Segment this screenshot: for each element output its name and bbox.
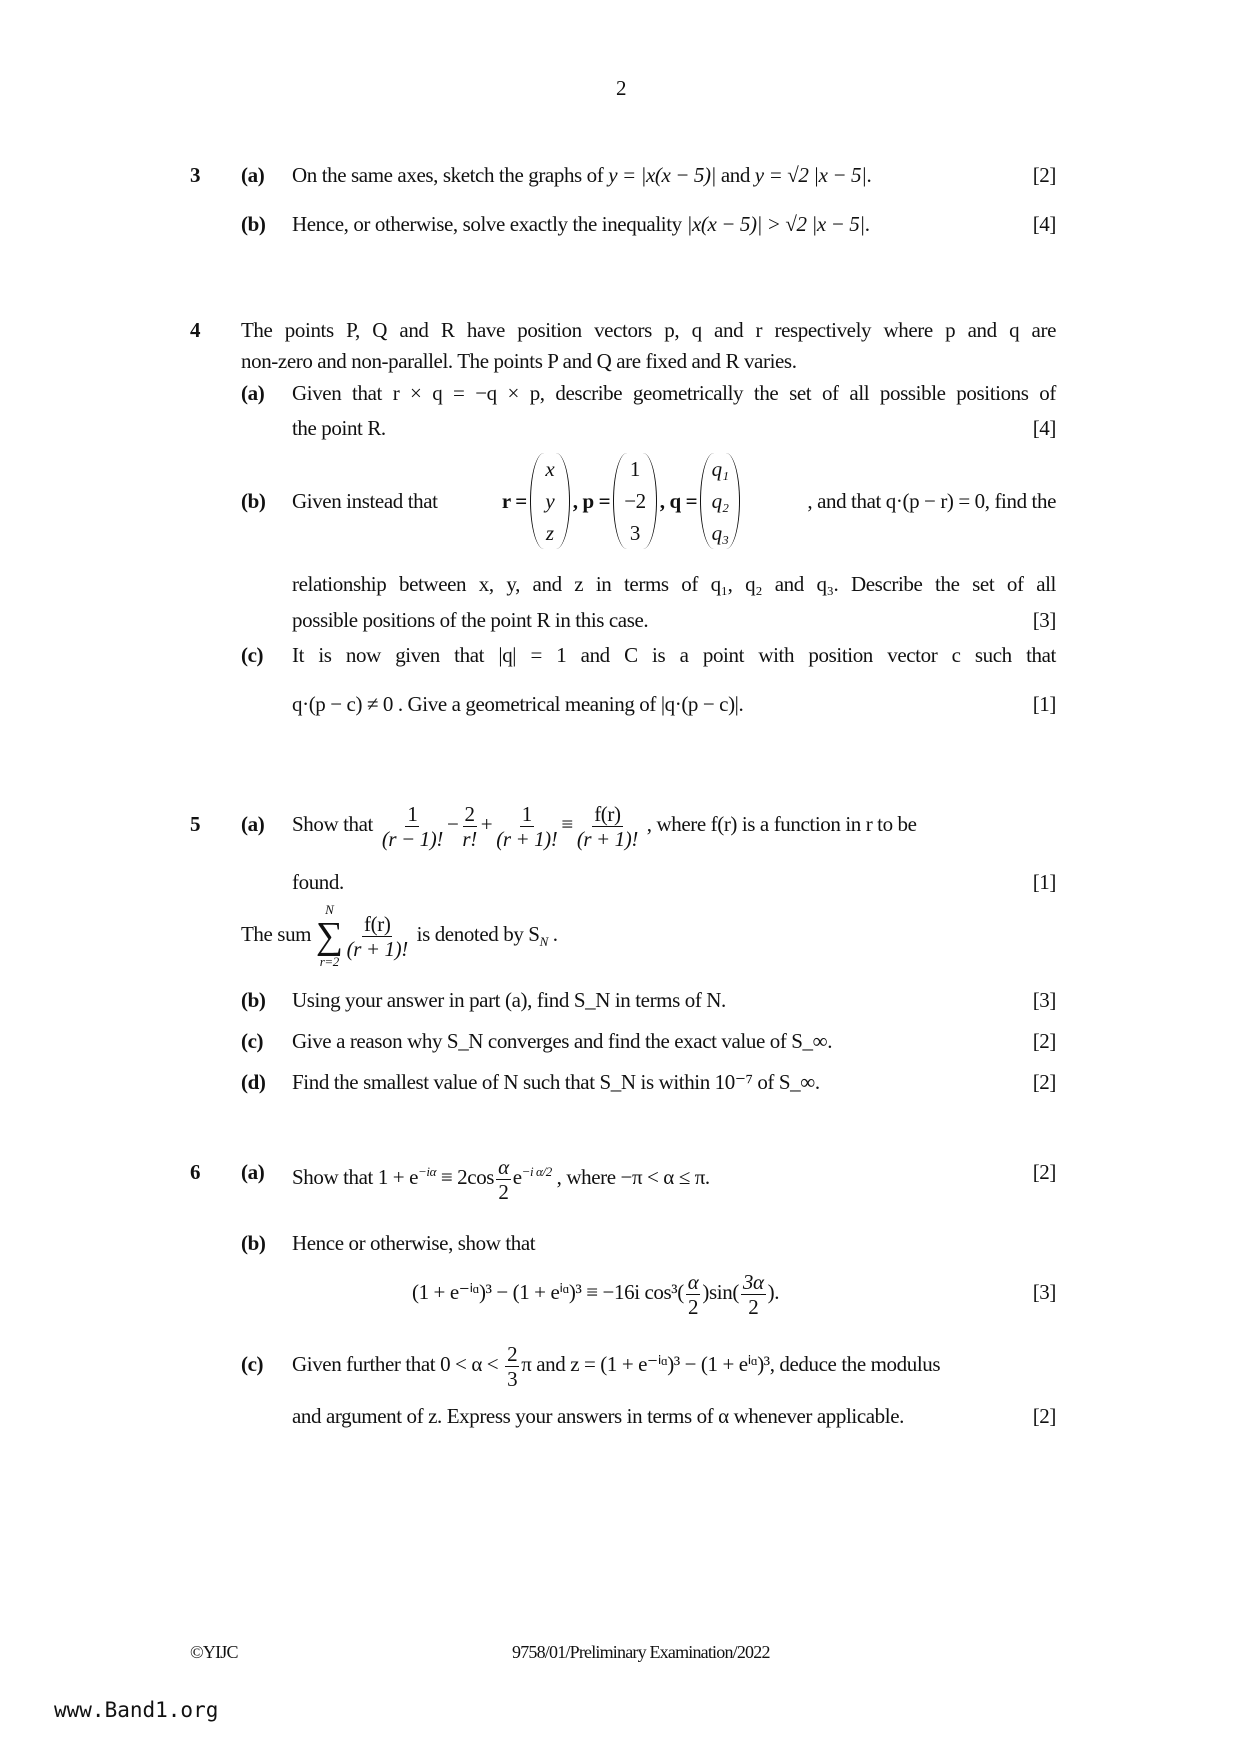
part-label: (b) — [241, 489, 266, 513]
text: Show that — [292, 812, 378, 836]
question-text: Show that $1 + e^{-i\alpha} \equiv 2\cos$ $\frac{\alpha}{2}$ $e^{-i \alpha/2}$ , where −π < α ≤ π. — [292, 1154, 710, 1204]
question-text: Given that r × q = −q × p, describe geometrically the set of all possible positions of — [292, 381, 1056, 405]
part-label: (a) — [241, 1160, 265, 1184]
text: is denoted by S — [411, 922, 540, 946]
part-label: (c) — [241, 1352, 264, 1376]
question-text: non-zero and non-parallel. The points P and Q are fixed and R varies. — [241, 349, 797, 373]
fraction: $\frac{1}{(r - 1)!}$ — [381, 801, 443, 851]
vector-q: q₁ q₂ q₃ — [700, 453, 740, 549]
question-text — [292, 209, 870, 239]
question-text: relationship between x, y, and z in terms of q₁, q₂ and q₃. Describe the set of all — [292, 572, 1056, 596]
question-number: 4 — [190, 318, 201, 342]
footer-copyright: ©YIJC — [190, 1642, 238, 1662]
equation: |x(x − 5)| > √2 |x − 5| — [686, 212, 865, 236]
question-text: and argument of z. Express your answers in terms of α whenever applicable. — [292, 1404, 904, 1428]
question-text: q·(p − c) ≠ 0 . Give a geometrical meaning of |q·(p − c)|. — [292, 692, 744, 716]
question-text — [292, 160, 871, 190]
text: , p = — [572, 489, 611, 513]
part-label: (a) — [241, 812, 265, 836]
part-label: (c) — [241, 1029, 264, 1053]
footer-exam-code: 9758/01/Preliminary Examination/2022 — [512, 1642, 770, 1662]
equation: y = |x(x − 5)| — [608, 163, 716, 187]
fraction: $\frac{f(r)}{(r + 1)!}$ — [576, 801, 638, 851]
part-label: (d) — [241, 1070, 266, 1094]
marks: [1] — [1032, 870, 1056, 894]
page-number: 2 — [616, 76, 627, 100]
marks: [2] — [1032, 1404, 1056, 1428]
part-label: (a) — [241, 381, 265, 405]
text: . — [864, 212, 870, 236]
question-text: Show that $\frac{1}{(r - 1)!}$ − $\frac{2}{r!}$ + $\frac{1}{(r + 1)!}$ ≡ $\frac{f(r)}{(r + 1)!}$ , where f(r) is a function in r to be — [292, 801, 917, 851]
question-text — [292, 453, 1056, 549]
marks: [2] — [1032, 1160, 1056, 1184]
text: , where f(r) is a function in r to be — [641, 812, 917, 836]
marks: [4] — [1032, 416, 1056, 440]
fraction: $\frac{2}{r!}$ — [462, 801, 477, 851]
marks: [2] — [1032, 163, 1056, 187]
part-label: (b) — [241, 988, 266, 1012]
question-text: Find the smallest value of N such that S_N is within 10⁻⁷ of S_∞. — [292, 1070, 820, 1094]
question-text: possible positions of the point R in this case. — [292, 608, 649, 632]
question-number: 5 — [190, 812, 201, 836]
question-text: Using your answer in part (a), find S_N in terms of N. — [292, 988, 726, 1012]
marks: [2] — [1032, 1070, 1056, 1094]
question-text: the point R. — [292, 416, 386, 440]
text: and — [715, 163, 755, 187]
question-number: 3 — [190, 163, 201, 187]
vector-definitions — [502, 453, 743, 549]
text: , and that q·(p − r) = 0, find the — [807, 489, 1056, 513]
question-text: It is now given that |q| = 1 and C is a point with position vector c such that — [292, 643, 1056, 667]
text: Hence, or otherwise, solve exactly the inequality — [292, 212, 687, 236]
fraction: $\frac{\alpha}{2}$ — [498, 1154, 509, 1204]
part-label: (b) — [241, 1231, 266, 1255]
question-text: Given further that 0 < α < $\frac{2}{3}$ π and z = (1 + e⁻ⁱᵅ)³ − (1 + eⁱᵅ)³, deduce the modulus — [292, 1341, 941, 1391]
question-text: The points P, Q and R have position vectors p, q and r respectively where p and q are — [241, 318, 1056, 342]
marks: [2] — [1032, 1029, 1056, 1053]
part-label: (c) — [241, 643, 264, 667]
sigma-icon: N ∑ r=2 — [315, 902, 343, 970]
question-text: found. — [292, 870, 344, 894]
equation: y = √2 |x − 5| — [754, 163, 867, 187]
fraction: $\frac{2}{3}$ — [507, 1341, 518, 1391]
sum-definition: The sum N ∑ r=2 $\frac{f(r)}{(r + 1)!}$ is denoted by $S_N$ . — [241, 902, 558, 970]
part-label: (b) — [241, 212, 266, 236]
text: Given instead that — [292, 489, 438, 513]
text: On the same axes, sketch the graphs of — [292, 163, 609, 187]
vector-r: x y z — [530, 453, 570, 549]
part-label: (a) — [241, 163, 265, 187]
text: The sum — [241, 922, 316, 946]
marks: [1] — [1032, 692, 1056, 716]
marks: [4] — [1032, 212, 1056, 236]
marks: [3] — [1032, 608, 1056, 632]
fraction: $\frac{1}{(r + 1)!}$ — [496, 801, 558, 851]
watermark-link[interactable]: www.Band1.org — [54, 1698, 219, 1722]
text: . — [866, 163, 872, 187]
text: , q = — [659, 489, 698, 513]
marks: [3] — [1032, 988, 1056, 1012]
marks: [3] — [1032, 1280, 1056, 1304]
vector-p: 1 −2 3 — [613, 453, 657, 549]
equation: (1 + e⁻ⁱᵅ)³ − (1 + eⁱᵅ)³ ≡ −16i cos³( $\frac{\alpha}{2}$ )sin( $\frac{3\alpha}{2}$ ). — [412, 1269, 780, 1319]
question-text: Give a reason why S_N converges and find the exact value of S_∞. — [292, 1029, 833, 1053]
fraction: $\frac{\alpha}{2}$ — [687, 1269, 699, 1319]
question-number: 6 — [190, 1160, 201, 1184]
text: r = — [501, 489, 527, 513]
question-text: Hence or otherwise, show that — [292, 1231, 536, 1255]
fraction: $\frac{f(r)}{(r + 1)!}$ — [346, 911, 408, 961]
fraction: $\frac{3\alpha}{2}$ — [742, 1269, 764, 1319]
